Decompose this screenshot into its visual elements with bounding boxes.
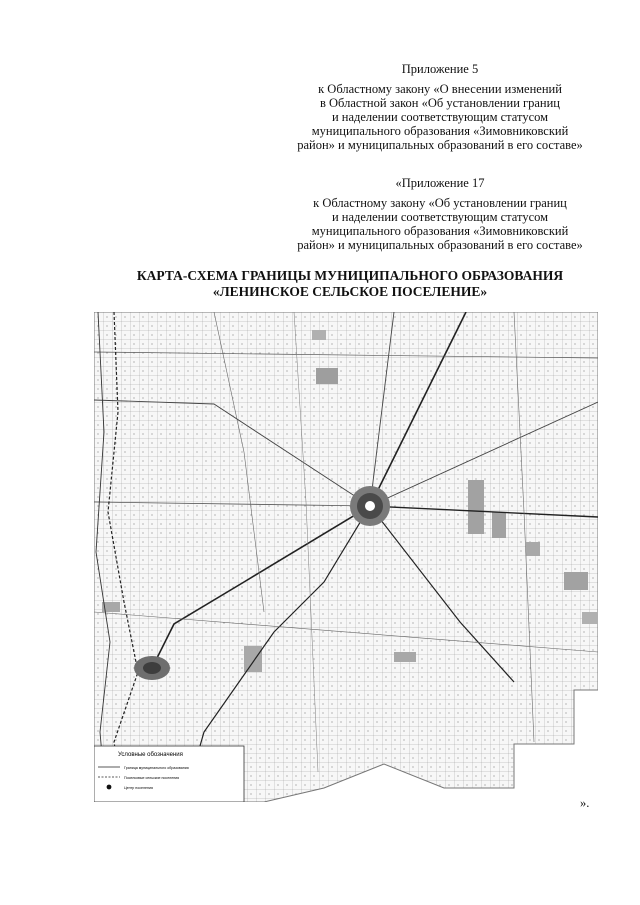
map-base xyxy=(94,312,598,802)
western-settlement-core xyxy=(143,662,161,674)
appendix-17-line: и наделении соответствующим статусом xyxy=(331,210,549,224)
appendix-5-line: к Областному закону «О внесении изменений xyxy=(318,82,562,96)
appendix-5-header xyxy=(280,62,600,152)
land-parcel xyxy=(244,646,262,672)
appendix-17-header xyxy=(280,176,600,252)
settlement-center-marker xyxy=(365,501,375,511)
land-parcel xyxy=(394,652,416,662)
appendix-17-line: к Областному закону «Об установлении границ xyxy=(313,196,567,210)
map-title-line-2: «ЛЕНИНСКОЕ СЕЛЬСКОЕ ПОСЕЛЕНИЕ» xyxy=(212,284,488,299)
land-parcel xyxy=(526,542,540,556)
closing-quote: ». xyxy=(580,796,590,810)
land-parcel xyxy=(312,330,326,340)
land-parcel xyxy=(564,572,588,590)
legend-item-label: Центр поселения xyxy=(124,786,153,790)
map-title-line-1: КАРТА-СХЕМА ГРАНИЦЫ МУНИЦИПАЛЬНОГО ОБРАЗОВАНИЯ xyxy=(136,268,564,283)
map-legend xyxy=(94,746,244,802)
appendix-17-number: «Приложение 17 xyxy=(395,176,485,190)
land-parcel xyxy=(316,368,338,384)
legend-dot-symbol xyxy=(107,785,112,790)
land-parcel xyxy=(492,512,506,538)
land-parcel xyxy=(468,480,484,534)
land-parcel xyxy=(582,612,598,624)
appendix-17-line: муниципального образования «Зимовниковский xyxy=(311,224,569,238)
appendix-5-line: и наделении соответствующим статусом xyxy=(331,110,549,124)
appendix-5-line: муниципального образования «Зимовниковский xyxy=(311,124,569,138)
legend-item-label: Поселковые сельские поселения xyxy=(124,776,180,780)
appendix-17-line: район» и муниципальных образований в его составе» xyxy=(297,238,583,252)
boundary-map xyxy=(94,312,598,802)
appendix-5-number: Приложение 5 xyxy=(401,62,479,76)
boundary-map-svg xyxy=(94,312,598,802)
appendix-5-line: район» и муниципальных образований в его составе» xyxy=(297,138,583,152)
legend-item-label: Граница муниципального образования xyxy=(124,766,189,770)
appendix-5-line: в Областной закон «Об установлении границ xyxy=(319,96,560,110)
legend-title: Условные обозначения xyxy=(118,752,183,758)
map-title xyxy=(95,268,605,300)
